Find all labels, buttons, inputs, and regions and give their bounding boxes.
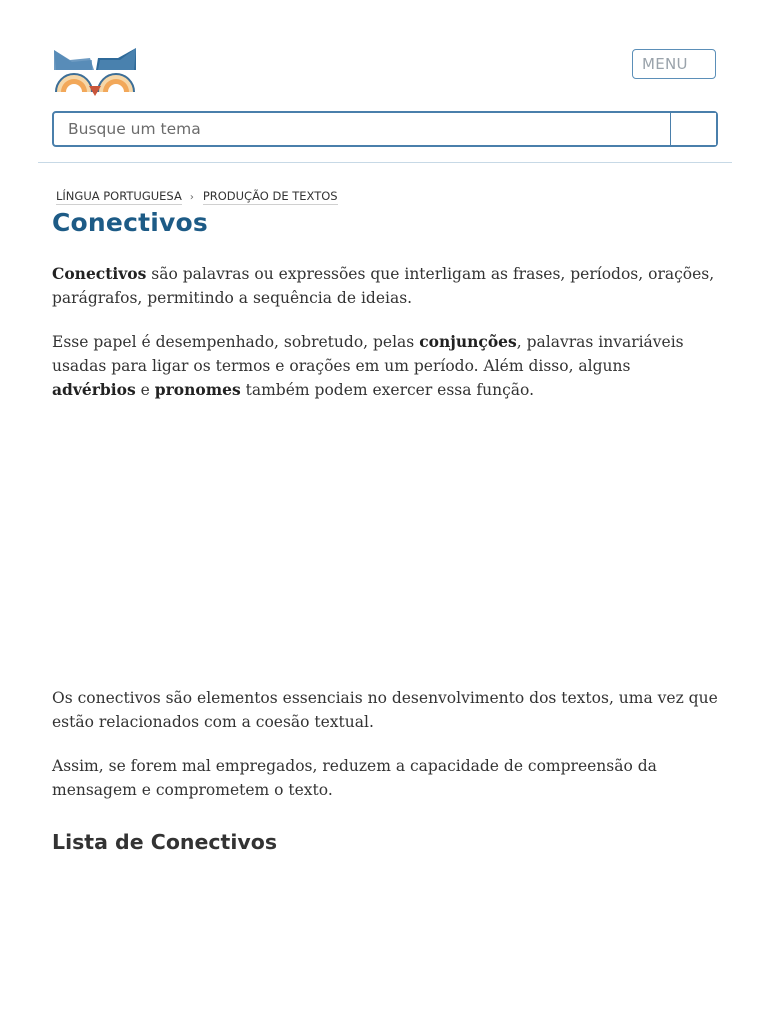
article-paragraph-3 xyxy=(52,686,718,734)
article-paragraph-1 xyxy=(52,262,718,310)
article-paragraph-2 xyxy=(52,330,718,402)
breadcrumb-item-lingua-portuguesa[interactable]: LÍNGUA PORTUGUESA xyxy=(56,189,182,203)
term-pronomes: pronomes xyxy=(154,380,241,399)
ad-placeholder xyxy=(52,410,718,670)
breadcrumb xyxy=(56,189,338,205)
breadcrumb-item-producao-de-textos[interactable]: PRODUÇÃO DE TEXTOS xyxy=(202,189,338,203)
paragraph-text: Os conectivos são elementos essenciais no desenvolvimento dos textos, uma vez que estão relacionados com a coesão textual. xyxy=(52,689,718,731)
term-conjuncoes: conjunções xyxy=(419,332,517,351)
breadcrumb-separator: › xyxy=(189,191,194,203)
term-adverbios: advérbios xyxy=(52,380,136,399)
search-button[interactable] xyxy=(670,113,716,145)
article-paragraph-4 xyxy=(52,754,718,802)
paragraph-text: são palavras ou expressões que interligam as frases, períodos, orações, parágrafos, permitindo a sequência de ideias. xyxy=(52,265,715,307)
owl-eyes-logo-icon xyxy=(52,46,138,98)
site-logo[interactable] xyxy=(52,46,138,98)
paragraph-text: Assim, se forem mal empregados, reduzem a capacidade de compreensão da mensagem e comprometem o texto. xyxy=(52,757,657,799)
page-title: Conectivos xyxy=(52,208,208,237)
paragraph-text: também podem exercer essa função. xyxy=(240,381,535,399)
paragraph-text: Esse papel é desempenhado, sobretudo, pelas xyxy=(52,333,420,351)
section-title-lista-de-conectivos: Lista de Conectivos xyxy=(52,830,278,854)
header-divider xyxy=(38,162,732,163)
search-input[interactable] xyxy=(54,113,670,145)
paragraph-text: , palavras invariáveis usadas para ligar os termos e orações em um período. Além disso, alguns xyxy=(52,333,684,375)
search-bar xyxy=(52,111,718,147)
term-conectivos: Conectivos xyxy=(52,264,147,283)
paragraph-text: e xyxy=(135,381,155,399)
menu-button[interactable]: MENU xyxy=(632,49,716,79)
site-header xyxy=(0,0,768,163)
